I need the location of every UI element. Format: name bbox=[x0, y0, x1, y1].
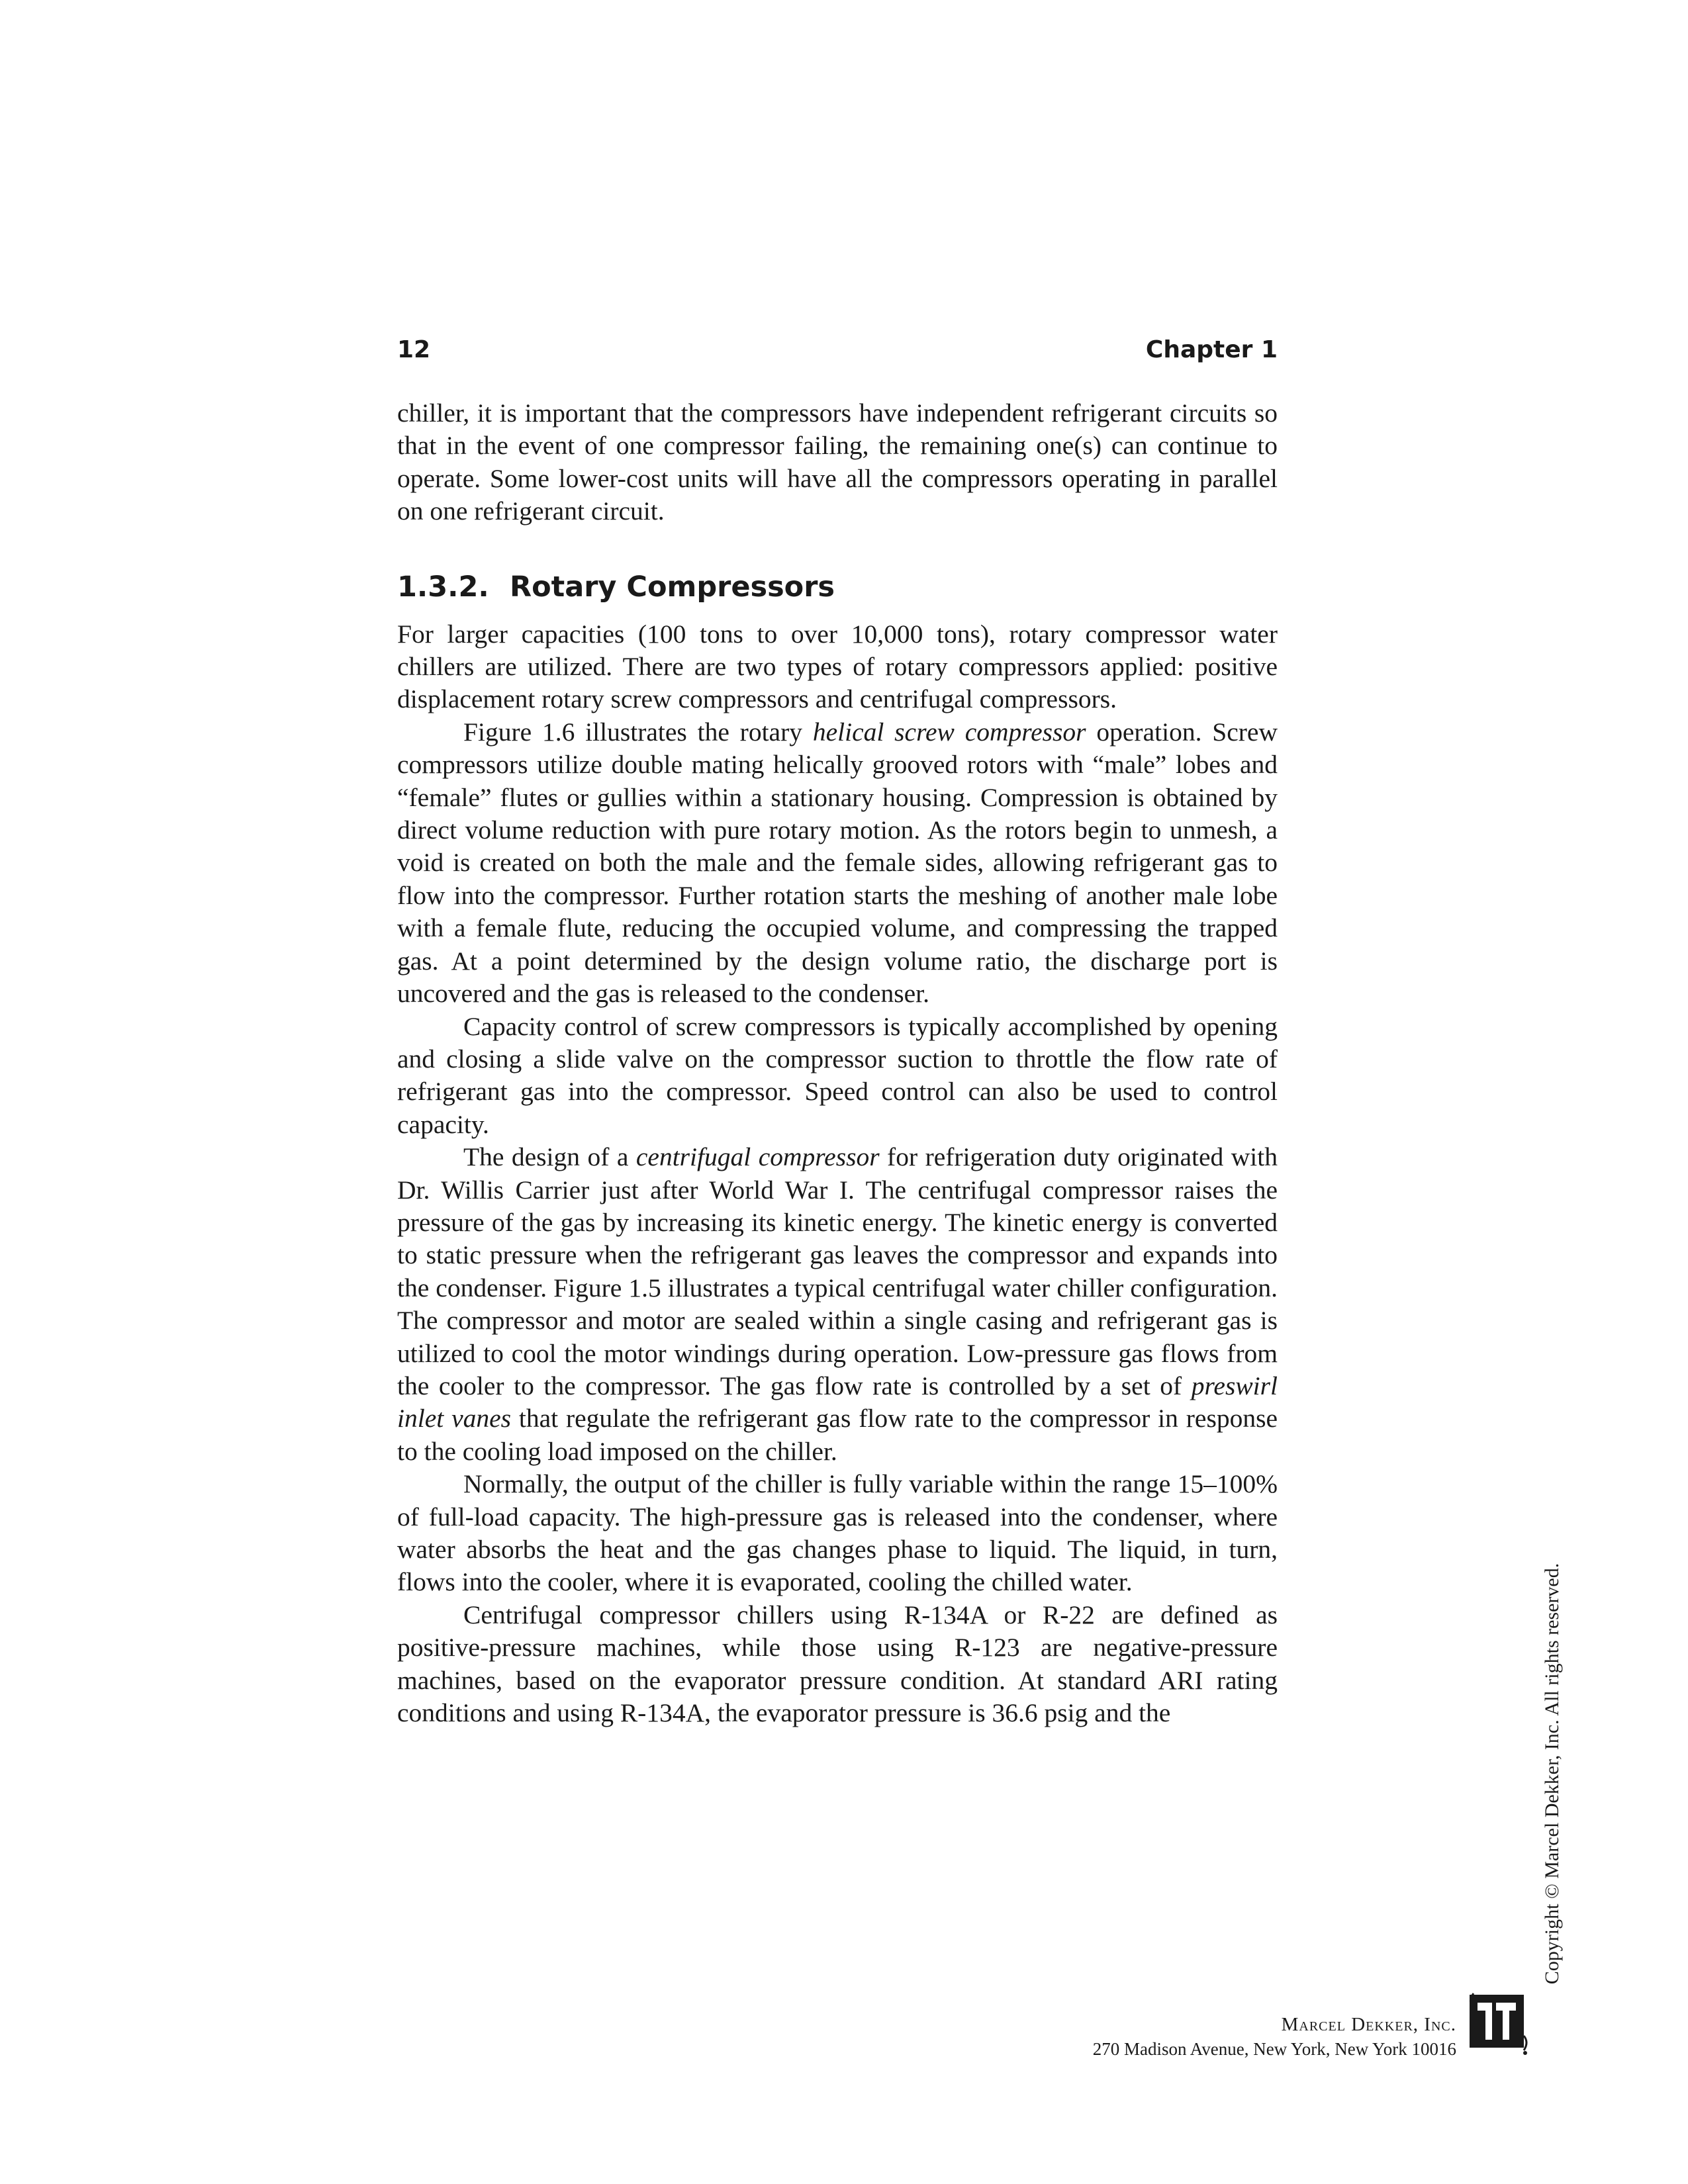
section-heading bbox=[397, 569, 1278, 606]
paragraph-2 bbox=[397, 716, 1278, 1011]
paragraph-1: For larger capacities (100 tons to over 10,000 tons), rotary compressor water chillers are utilized. There are two types of rotary compressors applied: positive displacement rotary screw compressors and centrifugal compressors. bbox=[397, 619, 1278, 714]
publisher-logo-icon bbox=[1468, 1991, 1528, 2057]
section-title: Rotary Compressors bbox=[510, 570, 835, 604]
chapter-label: Chapter 1 bbox=[1145, 336, 1278, 363]
paragraph-2-text-b: operation. Screw compressors utilize double mating helically grooved rotors with “male” lobes and “female” flutes or gullies within a stationary housing. Compression is obtained by direct volume reduction with pure rotary motion. As the rotors begin to unmesh, a void is created on both the male and the female sides, allowing refrigerant gas to flow into the compressor. Further rotation starts the meshing of another male lobe with a female flute, reducing the occupied volume, and compressing the trapped gas. At a point determined by the design volume ratio, the discharge port is uncovered and the gas is released to the condenser. bbox=[397, 717, 1278, 1009]
copyright-text: Copyright © Marcel Dekker, Inc. All rights reserved. bbox=[1541, 1563, 1563, 1985]
publisher-name: Marcel Dekker, Inc. bbox=[1281, 2014, 1456, 2035]
publisher-imprint bbox=[1072, 2012, 1456, 2061]
page-number: 12 bbox=[397, 336, 431, 363]
body-text bbox=[397, 397, 1278, 1729]
paragraph-5: Normally, the output of the chiller is fully variable within the range 15–100% of full-load capacity. The high-pressure gas is released into the condenser, where water absorbs the heat and the gas changes phase to liquid. The liquid, in turn, flows into the cooler, where it is evaporated, cooling the chilled water. bbox=[397, 1469, 1278, 1597]
intro-paragraph: chiller, it is important that the compressors have independent refrigerant circuits so that in the event of one compressor failing, the remaining one(s) can continue to operate. Some lower-cost units will have all the compressors operating in parallel on one refrigerant circuit. bbox=[397, 398, 1278, 526]
paragraph-4-emphasis-1: centrifugal compressor bbox=[635, 1142, 880, 1172]
paragraph-4-text-b: for refrigeration duty originated with Dr. Willis Carrier just after World War I. The centrifugal compressor raises the pressure of the gas by increasing its kinetic energy. The kinetic energy is converted to static pressure when the refrigerant gas leaves the compressor and expands into the condenser. Figure 1.5 illustrates a typical centrifugal water chiller configuration. The compressor and motor are sealed within a single casing and refrigerant gas is utilized to cool the motor windings during operation. Low-pressure gas flows from the cooler to the compressor. The gas flow rate is controlled by a set of bbox=[397, 1142, 1278, 1400]
section-number: 1.3.2. bbox=[397, 570, 489, 604]
publisher-address: 270 Madison Avenue, New York, New York 10016 bbox=[1092, 2039, 1456, 2059]
running-head bbox=[397, 336, 1278, 369]
paragraph-4 bbox=[397, 1141, 1278, 1468]
paragraph-4-text-a: The design of a bbox=[463, 1142, 636, 1172]
paragraph-2-emphasis: helical screw compressor bbox=[812, 717, 1086, 747]
paragraph-3: Capacity control of screw compressors is typically accomplished by opening and closing a slide valve on the compressor suction to throttle the flow rate of refrigerant gas into the compressor. Speed control can also be used to control capacity. bbox=[397, 1011, 1278, 1139]
copyright-notice bbox=[1536, 1563, 1569, 1985]
paragraph-4-emphasis-2: preswirl inlet vanes bbox=[397, 1371, 1278, 1433]
paragraph-4-text-c: that regulate the refrigerant gas flow rate to the compressor in response to the cooling load imposed on the chiller. bbox=[397, 1404, 1278, 1466]
paragraph-2-text-a: Figure 1.6 illustrates the rotary bbox=[463, 717, 813, 747]
paragraph-6: Centrifugal compressor chillers using R-134A or R-22 are defined as positive-pressure machines, while those using R-123 are negative-pressure machines, based on the evaporator pressure condition. At standard ARI rating conditions and using R-134A, the evaporator pressure is 36.6 psig and the bbox=[397, 1600, 1278, 1728]
